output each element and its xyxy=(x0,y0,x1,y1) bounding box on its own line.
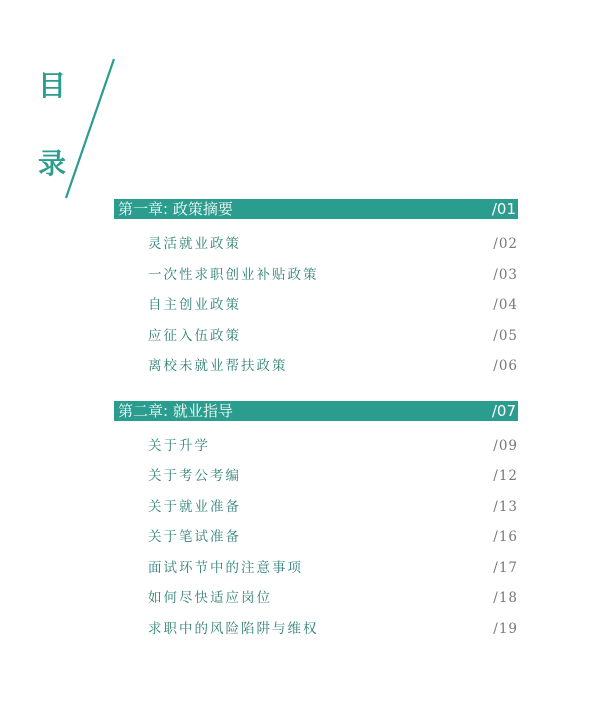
toc-entry[interactable] xyxy=(148,295,518,315)
toc-entry-page: /03 xyxy=(493,267,518,283)
chapter-page-number: /01 xyxy=(491,200,516,218)
toc-entry-page: /17 xyxy=(493,560,518,576)
toc-entry-label: 关于升学 xyxy=(148,438,210,454)
toc-entry[interactable] xyxy=(148,497,518,517)
chapter-bar-1[interactable] xyxy=(114,199,518,219)
title-char-mu: 目 xyxy=(38,69,67,102)
toc-entry-label: 自主创业政策 xyxy=(148,297,241,313)
toc-entry-page: /06 xyxy=(493,358,518,374)
toc-entry-label: 关于就业准备 xyxy=(148,499,241,515)
toc-entry[interactable] xyxy=(148,619,518,639)
toc-entry[interactable] xyxy=(148,326,518,346)
toc-entry[interactable] xyxy=(148,466,518,486)
diagonal-slash-line xyxy=(66,59,114,198)
toc-entry-page: /09 xyxy=(493,438,518,454)
toc-entry-label: 应征入伍政策 xyxy=(148,328,241,344)
toc-entry[interactable] xyxy=(148,527,518,547)
toc-entry-label: 关于考公考编 xyxy=(148,468,241,484)
toc-entry-label: 求职中的风险陷阱与维权 xyxy=(148,621,319,637)
toc-entry-page: /19 xyxy=(493,621,518,637)
chapter-bar-2[interactable] xyxy=(114,401,518,421)
toc-entry-page: /02 xyxy=(493,236,518,252)
chapter-title: 第二章: 就业指导 xyxy=(118,402,233,420)
toc-entry-page: /18 xyxy=(493,590,518,606)
chapter-title: 第一章: 政策摘要 xyxy=(118,200,233,218)
toc-entry[interactable] xyxy=(148,234,518,254)
title-char-lu: 录 xyxy=(38,147,67,180)
chapter-page-number: /07 xyxy=(491,402,516,420)
toc-entry[interactable] xyxy=(148,588,518,608)
toc-entry-label: 离校未就业帮扶政策 xyxy=(148,358,288,374)
toc-entry[interactable] xyxy=(148,436,518,456)
toc-entry[interactable] xyxy=(148,265,518,285)
toc-entry-page: /13 xyxy=(493,499,518,515)
toc-entry-label: 如何尽快适应岗位 xyxy=(148,590,272,606)
toc-entry-label: 关于笔试准备 xyxy=(148,529,241,545)
toc-entry-page: /04 xyxy=(493,297,518,313)
toc-entry-label: 灵活就业政策 xyxy=(148,236,241,252)
toc-entry-page: /16 xyxy=(493,529,518,545)
toc-entry[interactable] xyxy=(148,558,518,578)
toc-entry-page: /12 xyxy=(493,468,518,484)
toc-entry-page: /05 xyxy=(493,328,518,344)
toc-entry-label: 一次性求职创业补贴政策 xyxy=(148,267,319,283)
toc-entry-label: 面试环节中的注意事项 xyxy=(148,560,303,576)
toc-entry[interactable] xyxy=(148,356,518,376)
